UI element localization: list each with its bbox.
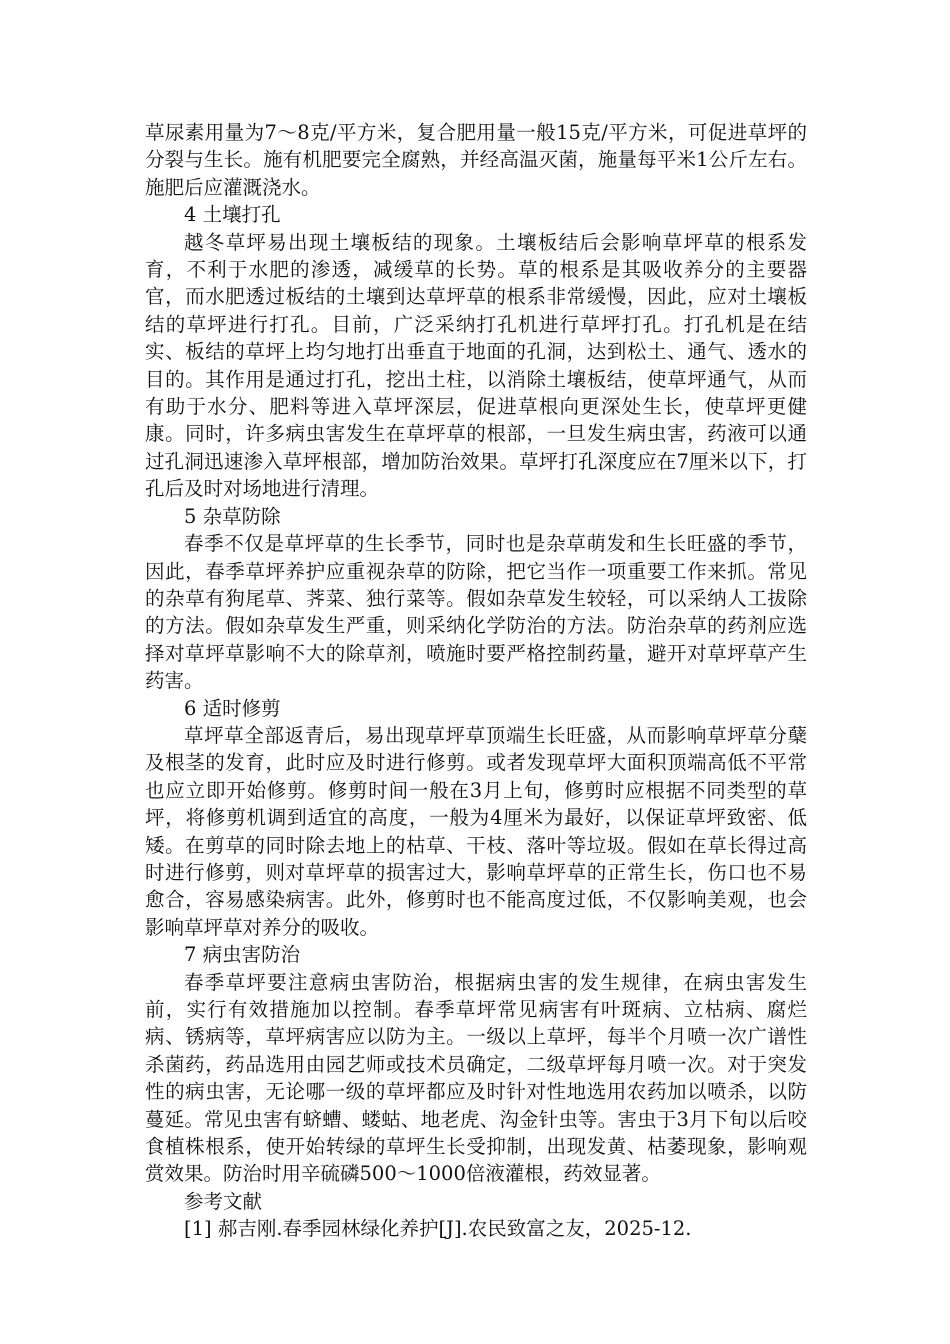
section-body-pest-control: 春季草坪要注意病虫害防治，根据病虫害的发生规律，在病虫害发生前，实行有效措施加以控制。春季草坪常见病害有叶斑病、立枯病、腐烂病、锈病等，草坪病害应以防为主。一级以上草坪，每半个月喷一次广谱性杀菌药，药品选用由园艺师或技术员确定，二级草坪每月喷一次。对于突发性的病虫害，无论哪一级的草坪都应及时针对性地选用农药加以喷杀，以防蔓延。常见虫害有蛴螬、蝼蛄、地老虎、沟金针虫等。害虫于3月下旬以后咬食植株根系，使开始转绿的草坪生长受抑制，出现发黄、枯萎现象，影响观赏效果。防治时用辛硫磷500～1000倍液灌根，药效显著。 bbox=[145, 970, 807, 1186]
continued-paragraph: 草尿素用量为7～8克/平方米，复合肥用量一般15克/平方米，可促进草坪的分裂与生长。施有机肥要完全腐熟，并经高温灭菌，施量每平米1公斤左右。施肥后应灌溉浇水。 bbox=[145, 121, 807, 199]
references-heading: 参考文献 bbox=[184, 1189, 263, 1213]
section-heading-mowing: 6 适时修剪 bbox=[184, 696, 281, 720]
section-heading-pest-control: 7 病虫害防治 bbox=[184, 943, 301, 967]
section-body-mowing: 草坪草全部返青后，易出现草坪草顶端生长旺盛，从而影响草坪草分蘖及根茎的发育，此时应及时进行修剪。或者发现草坪大面积顶端高低不平常也应立即开始修剪。修剪时间一般在3月上旬，修剪时应根据不同类型的草坪，将修剪机调到适宜的高度，一般为4厘米为最好，以保证草坪致密、低矮。在剪草的同时除去地上的枯草、干枝、落叶等垃圾。假如在草长得过高时进行修剪，则对草坪草的损害过大，影响草坪草的正常生长，伤口也不易愈合，容易感染病害。此外，修剪时也不能高度过低，不仅影响美观，也会影响草坪草对养分的吸收。 bbox=[145, 723, 807, 939]
section-heading-weed-control: 5 杂草防除 bbox=[184, 504, 281, 528]
section-body-weed-control: 春季不仅是草坪草的生长季节，同时也是杂草萌发和生长旺盛的季节，因此，春季草坪养护应重视杂草的防除，把它当作一项重要工作来抓。常见的杂草有狗尾草、荠菜、独行菜等。假如杂草发生较轻，可以采纳人工拔除的方法。假如杂草发生严重，则采纳化学防治的方法。防治杂草的药剂应选择对草坪草影响不大的除草剂，喷施时要严格控制药量，避开对草坪草产生药害。 bbox=[145, 532, 807, 693]
document-page bbox=[145, 119, 807, 1243]
reference-item: [1] 郝吉刚.春季园林绿化养护[J].农民致富之友，2025-12. bbox=[184, 1217, 692, 1241]
section-body-soil-aeration: 越冬草坪易出现土壤板结的现象。土壤板结后会影响草坪草的根系发育，不利于水肥的渗透，减缓草的长势。草的根系是其吸收养分的主要器官，而水肥透过板结的土壤到达草坪草的根系非常缓慢，因此，应对土壤板结的草坪进行打孔。目前，广泛采纳打孔机进行草坪打孔。打孔机是在结实、板结的草坪上均匀地打出垂直于地面的孔洞，达到松土、通气、透水的目的。其作用是通过打孔，挖出土柱，以消除土壤板结，使草坪通气，从而有助于水分、肥料等进入草坪深层，促进草根向更深处生长，使草坪更健康。同时，许多病虫害发生在草坪草的根部，一旦发生病虫害，药液可以通过孔洞迅速渗入草坪根部，增加防治效果。草坪打孔深度应在7厘米以下，打孔后及时对场地进行清理。 bbox=[145, 230, 807, 501]
section-heading-soil-aeration: 4 土壤打孔 bbox=[184, 203, 281, 227]
